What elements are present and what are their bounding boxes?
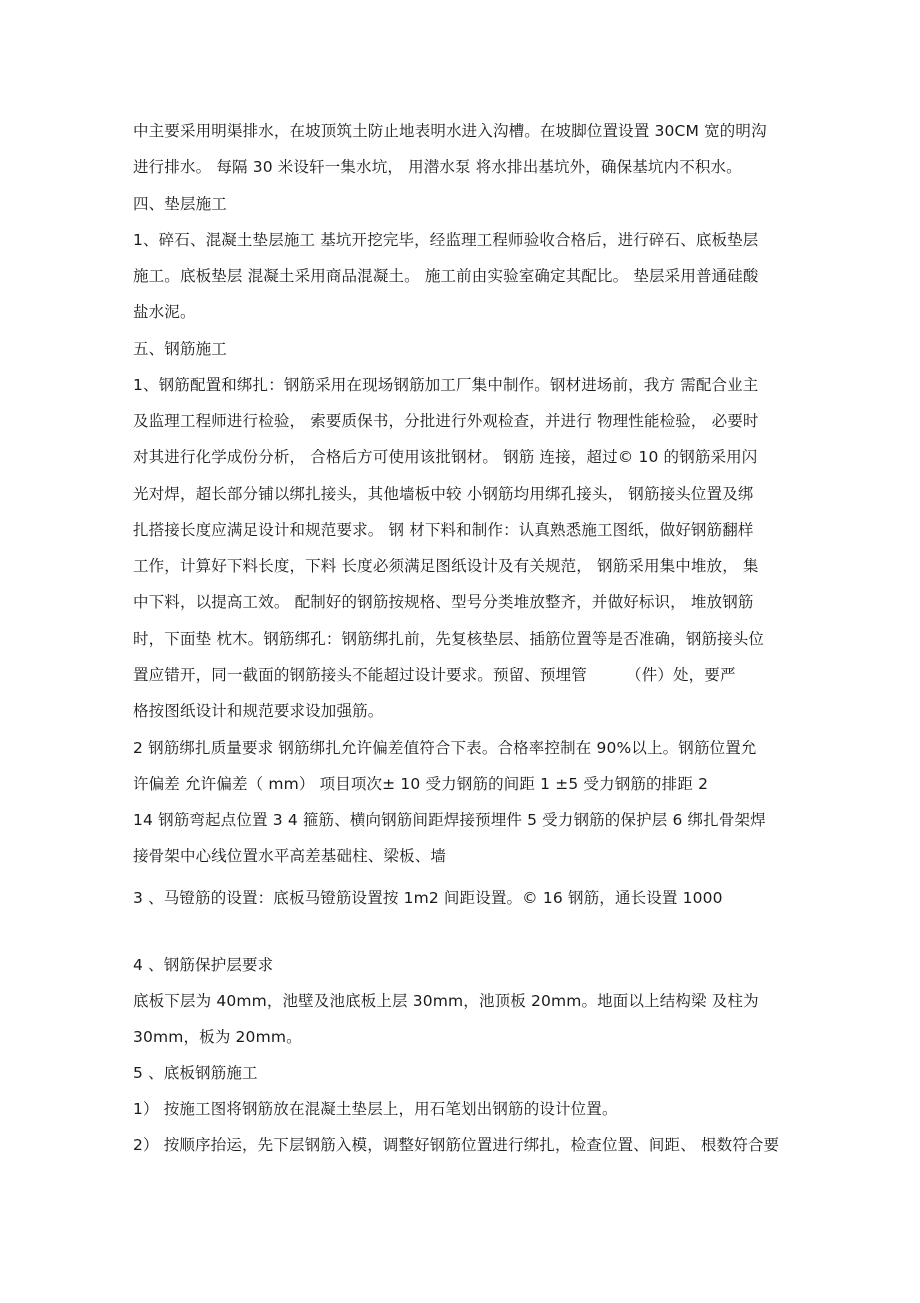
- text-line: 30mm，板为 20mm。: [133, 1028, 302, 1046]
- text-line: 2） 按顺序抬运，先下层钢筋入模，调整好钢筋位置进行绑扎，检查位置、间距、 根数符合要: [133, 1136, 780, 1154]
- text-line: 底板下层为 40mm，池壁及池底板上层 30mm，池顶板 20mm。地面以上结构梁 及柱为: [133, 992, 759, 1010]
- text-line: 接骨架中心线位置水平高差基础柱、梁板、墙: [133, 847, 447, 865]
- text-line: 对其进行化学成份分析， 合格后方可使用该批钢材。 钢筋 连接，超过© 10 的钢筋采用闪: [133, 448, 758, 466]
- text-line: 置应错开，同一截面的钢筋接头不能超过设计要求。预留、预埋管 （件）处，要严: [133, 666, 736, 684]
- text-line: 时，下面垫 枕木。钢筋绑孔：钢筋绑扎前，先复核垫层、插筋位置等是否准确，钢筋接头位: [133, 630, 765, 648]
- text-line: 1、钢筋配置和绑扎：钢筋采用在现场钢筋加工厂集中制作。钢材进场前，我方 需配合业主: [133, 376, 759, 394]
- text-line: 1、碎石、混凝土垫层施工 基坑开挖完毕，经监理工程师验收合格后，进行碎石、底板垫层: [133, 231, 759, 249]
- text-line: 施工。底板垫层 混凝土采用商品混凝土。 施工前由实验室确定其配比。 垫层采用普通硅酸: [133, 267, 759, 285]
- text-line: 3 、马镫筋的设置：底板马镫筋设置按 1m2 间距设置。© 16 钢筋，通长设置 1000: [133, 889, 723, 907]
- text-line: 中下料，以提高工效。 配制好的钢筋按规格、型号分类堆放整齐，并做好标识， 堆放钢筋: [133, 593, 754, 611]
- text-line: 中主要采用明渠排水，在坡顶筑土防止地表明水进入沟槽。在坡脚位置设置 30CM 宽的明沟: [133, 122, 767, 140]
- text-line: 工作，计算好下料长度，下料 长度必须满足图纸设计及有关规范， 钢筋采用集中堆放， 集: [133, 557, 759, 575]
- section-heading: 四、垫层施工: [133, 195, 227, 213]
- text-line: 扎搭接长度应满足设计和规范要求。 钢 材下料和制作：认真熟悉施工图纸，做好钢筋翻样: [133, 521, 754, 539]
- text-line: 2 钢筋绑扎质量要求 钢筋绑扎允许偏差值符合下表。合格率控制在 90%以上。钢筋位置允: [133, 739, 757, 757]
- text-line: 光对焊，超长部分铺以绑扎接头，其他墙板中较 小钢筋均用绑孔接头， 钢筋接头位置及绑: [133, 485, 754, 503]
- section-heading: 五、钢筋施工: [133, 340, 227, 358]
- section-heading: 5 、底板钢筋施工: [133, 1064, 258, 1082]
- text-line: 进行排水。 每隔 30 米设轩一集水坑， 用潜水泵 将水排出基坑外，确保基坑内不积水。: [133, 158, 742, 176]
- text-line: 许偏差 允许偏差（ mm） 项目项次± 10 受力钢筋的间距 1 ±5 受力钢筋的排距 2: [133, 775, 709, 793]
- text-line: 盐水泥。: [133, 303, 196, 321]
- text-line: 及监理工程师进行检验， 索要质保书，分批进行外观检查，并进行 物理性能检验， 必要时: [133, 412, 759, 430]
- text-line: 14 钢筋弯起点位置 3 4 箍筋、横向钢筋间距焊接预埋件 5 受力钢筋的保护层 6 绑扎骨架焊: [133, 811, 766, 829]
- text-line: 1） 按施工图将钢筋放在混凝土垫层上，用石笔划出钢筋的设计位置。: [133, 1100, 618, 1118]
- text-line: 格按图纸设计和规范要求设加强筋。: [133, 702, 384, 720]
- section-heading: 4 、钢筋保护层要求: [133, 956, 274, 974]
